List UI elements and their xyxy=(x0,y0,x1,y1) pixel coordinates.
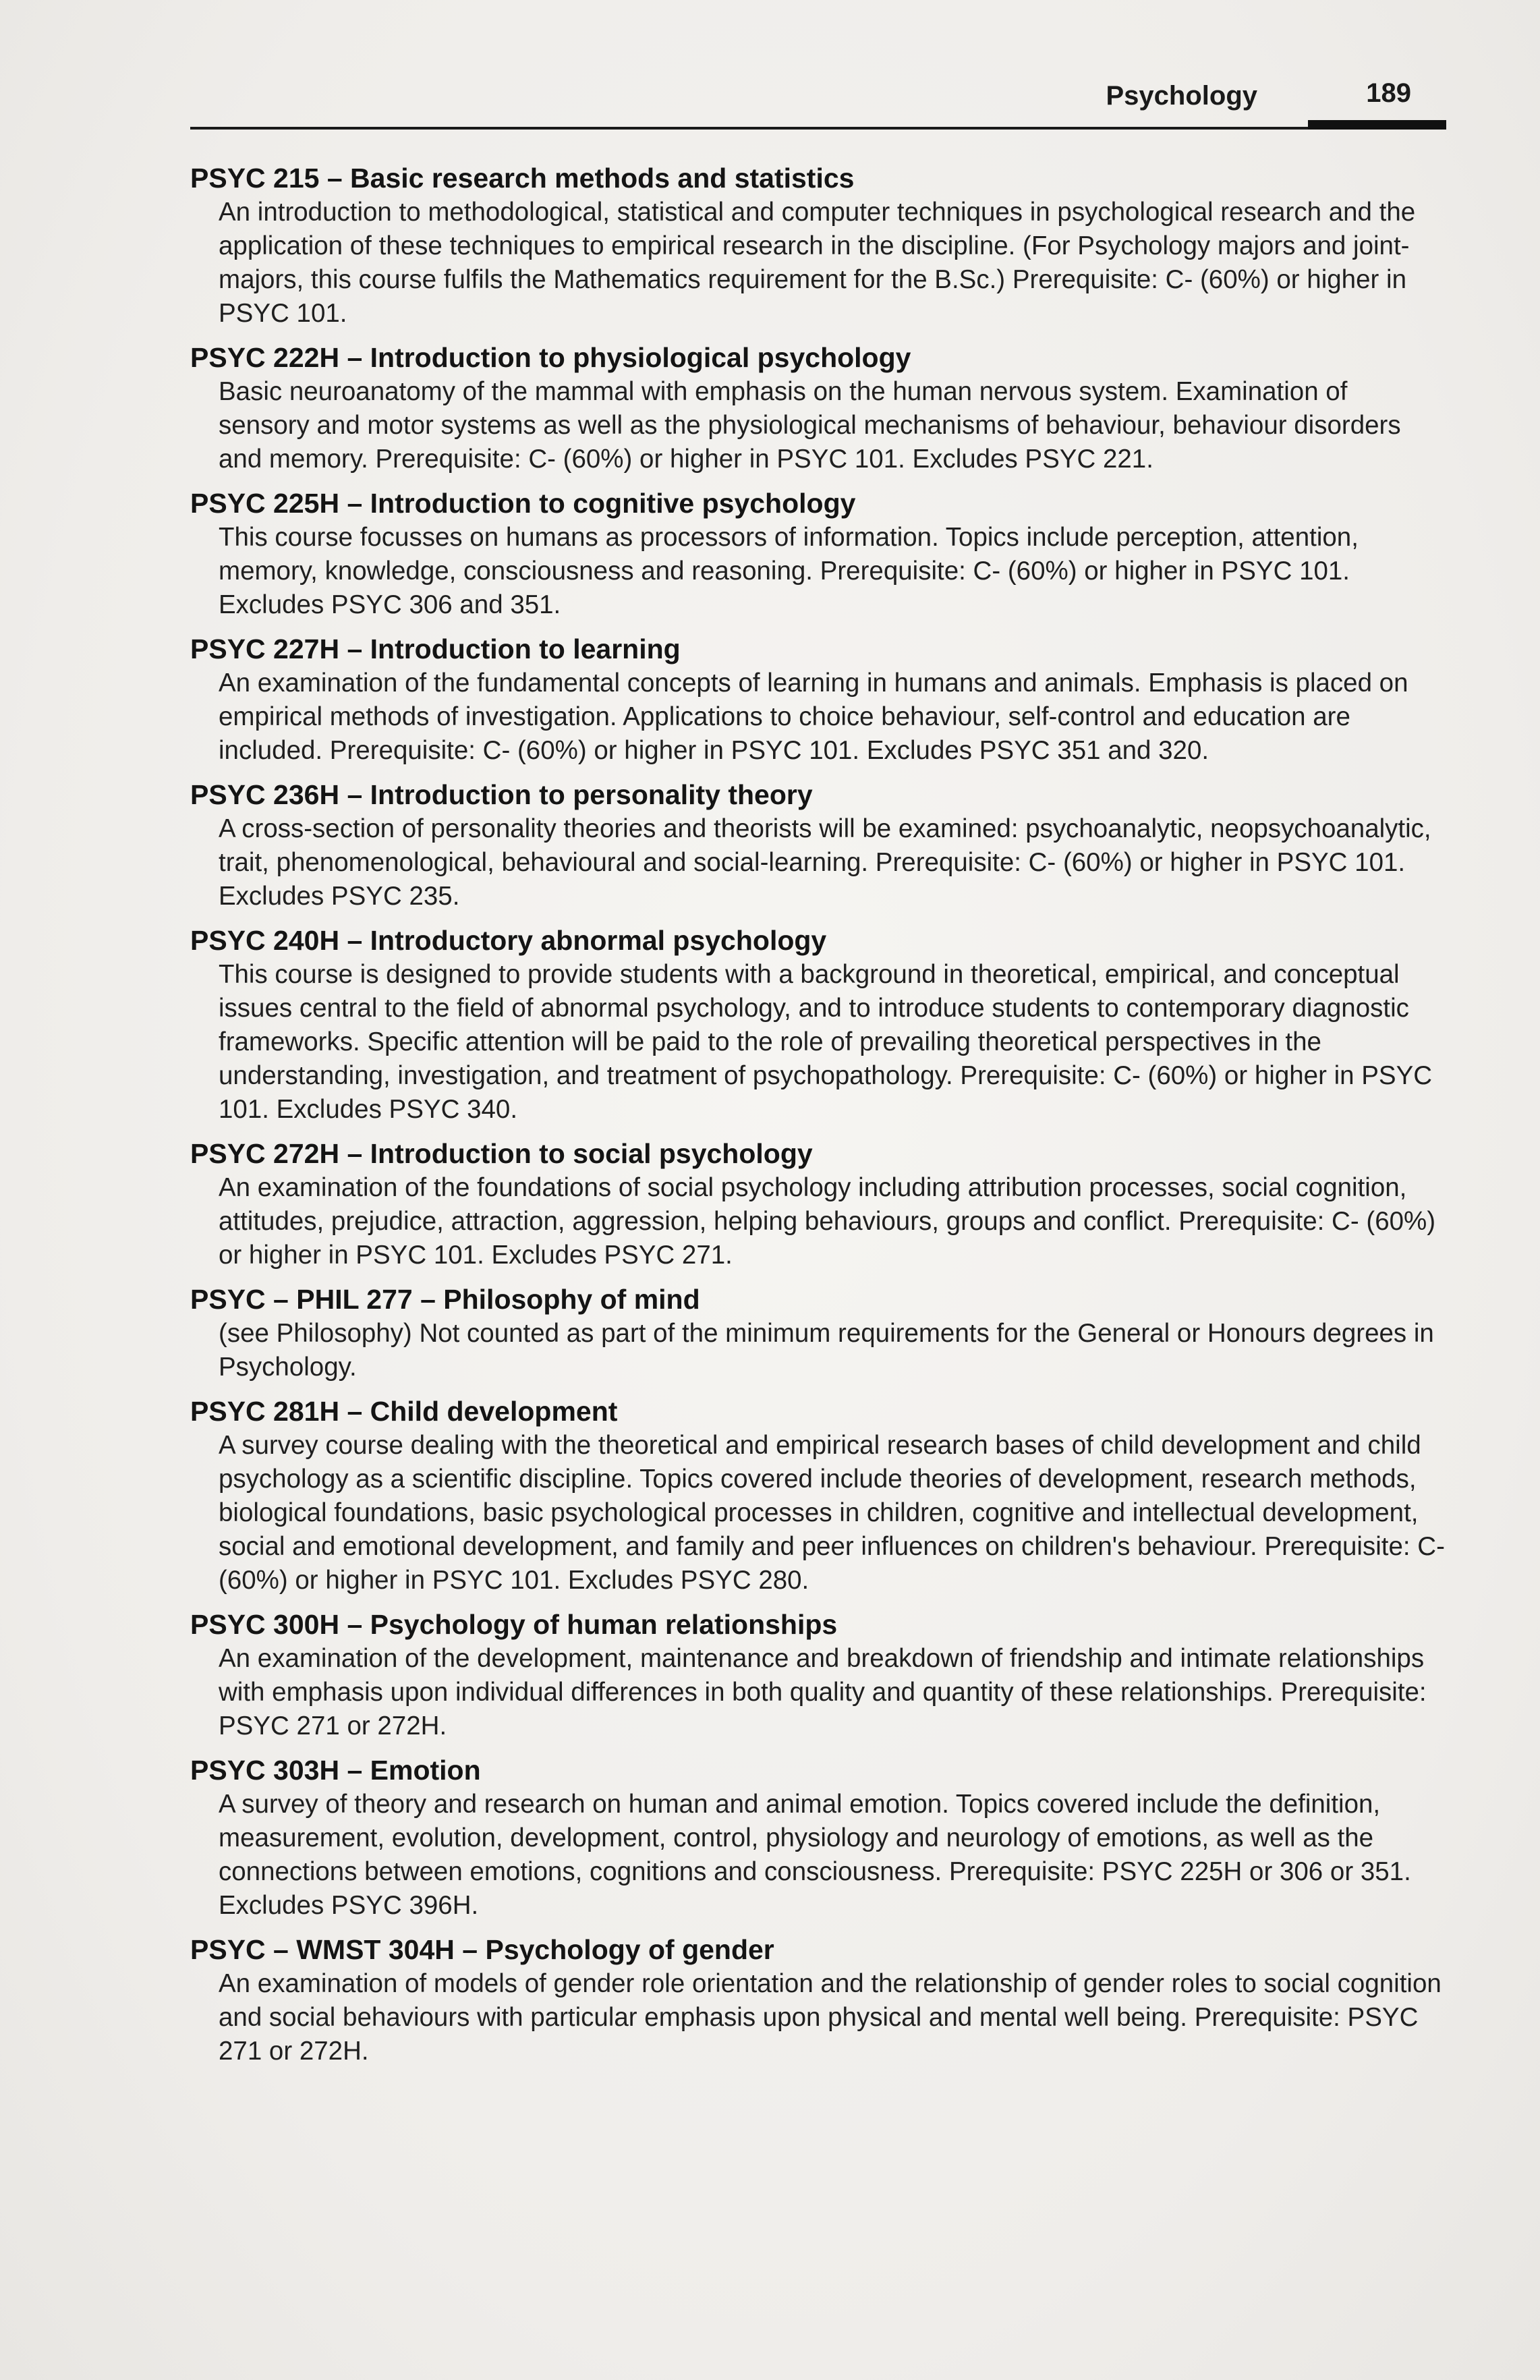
course-entry xyxy=(190,340,1445,476)
page-header xyxy=(190,69,1446,130)
course-entry xyxy=(190,777,1445,913)
course-description: (see Philosophy) Not counted as part of the minimum requirements for the General or Honours degrees in Psychology. xyxy=(219,1319,1434,1382)
course-title: PSYC 272H – Introduction to social psychology xyxy=(190,1138,813,1169)
course-title: PSYC 215 – Basic research methods and statistics xyxy=(190,163,855,194)
course-entry xyxy=(190,161,1445,331)
course-entry xyxy=(190,1136,1445,1272)
course-title: PSYC 227H – Introduction to learning xyxy=(190,633,681,664)
course-title: PSYC – PHIL 277 – Philosophy of mind xyxy=(190,1284,700,1315)
header-rule xyxy=(190,127,1446,130)
course-title: PSYC 300H – Psychology of human relationships xyxy=(190,1609,838,1640)
course-title: PSYC 236H – Introduction to personality theory xyxy=(190,779,813,810)
course-description: An examination of the fundamental concepts of learning in humans and animals. Emphasis is placed on empirical methods of investigation. Applications to choice behaviour, self-control and education are included. Prerequisite: C- (60%) or higher in PSYC 101. Excludes PSYC 351 and 320. xyxy=(219,669,1408,765)
course-description: An introduction to methodological, statistical and computer techniques in psychological research and the application of these techniques to empirical research in the discipline. (For Psychology majors and joint-majors, this course fulfils the Mathematics requirement for the B.Sc.) Prerequisite: C- (60%) or higher in PSYC 101. xyxy=(219,198,1416,328)
course-entry xyxy=(190,1607,1445,1743)
course-title: PSYC 222H – Introduction to physiological psychology xyxy=(190,342,911,373)
course-description: An examination of models of gender role orientation and the relationship of gender roles to social cognition and social behaviours with particular emphasis upon physical and mental well being. Prerequisite: PSYC 271 or 272H. xyxy=(219,1969,1442,2066)
course-entry xyxy=(190,1753,1445,1923)
course-list xyxy=(190,161,1445,2078)
course-entry xyxy=(190,486,1445,622)
course-title: PSYC 240H – Introductory abnormal psychology xyxy=(190,925,827,956)
running-header-section: Psychology xyxy=(1106,81,1257,111)
course-entry xyxy=(190,1282,1445,1384)
course-title: PSYC 303H – Emotion xyxy=(190,1755,481,1786)
page-number: 189 xyxy=(1366,78,1411,108)
course-description: An examination of the development, maintenance and breakdown of friendship and intimate relationships with emphasis upon individual differences in both quality and quantity of these relationships. Prerequisite: PSYC 271 or 272H. xyxy=(219,1644,1427,1740)
course-description: A survey course dealing with the theoretical and empirical research bases of child development and child psychology as a scientific discipline. Topics covered include theories of development, research methods, biological foundations, basic psychological processes in children, cognitive and intellectual development, social and emotional development, and family and peer influences on children's behaviour. Prerequisite: C- (60%) or higher in PSYC 101. Excludes PSYC 280. xyxy=(219,1431,1445,1595)
course-entry xyxy=(190,923,1445,1127)
course-description: This course focusses on humans as processors of information. Topics include perception, attention, memory, knowledge, consciousness and reasoning. Prerequisite: C- (60%) or higher in PSYC 101. Excludes PSYC 306 and 351. xyxy=(219,523,1359,619)
course-entry xyxy=(190,1394,1445,1597)
course-description: Basic neuroanatomy of the mammal with emphasis on the human nervous system. Examination of sensory and motor systems as well as the physiological mechanisms of behaviour, behaviour disorders and memory. Prerequisite: C- (60%) or higher in PSYC 101. Excludes PSYC 221. xyxy=(219,377,1401,474)
course-entry xyxy=(190,1932,1445,2068)
course-title: PSYC – WMST 304H – Psychology of gender xyxy=(190,1934,774,1965)
course-title: PSYC 225H – Introduction to cognitive psychology xyxy=(190,488,856,519)
course-description: A cross-section of personality theories and theorists will be examined: psychoanalytic, neopsychoanalytic, trait, phenomenological, behavioural and social-learning. Prerequisite: C- (60%) or higher in PSYC 101. Excludes PSYC 235. xyxy=(219,814,1431,911)
course-description: An examination of the foundations of social psychology including attribution processes, social cognition, attitudes, prejudice, attraction, aggression, helping behaviours, groups and conflict. Prerequisite: C- (60%) or higher in PSYC 101. Excludes PSYC 271. xyxy=(219,1173,1436,1270)
course-entry xyxy=(190,631,1445,768)
course-description: This course is designed to provide students with a background in theoretical, empirical, and conceptual issues central to the field of abnormal psychology, and to introduce students to contemporary diagnostic frameworks. Specific attention will be paid to the role of prevailing theoretical perspectives in the understanding, investigation, and treatment of psychopathology. Prerequisite: C- (60%) or higher in PSYC 101. Excludes PSYC 340. xyxy=(219,960,1433,1124)
course-title: PSYC 281H – Child development xyxy=(190,1396,618,1427)
course-description: A survey of theory and research on human and animal emotion. Topics covered include the definition, measurement, evolution, development, control, physiology and neurology of emotions, as well as the connections between emotions, cognitions and consciousness. Prerequisite: PSYC 225H or 306 or 351. Excludes PSYC 396H. xyxy=(219,1790,1411,1920)
header-rule-tab xyxy=(1308,120,1446,130)
